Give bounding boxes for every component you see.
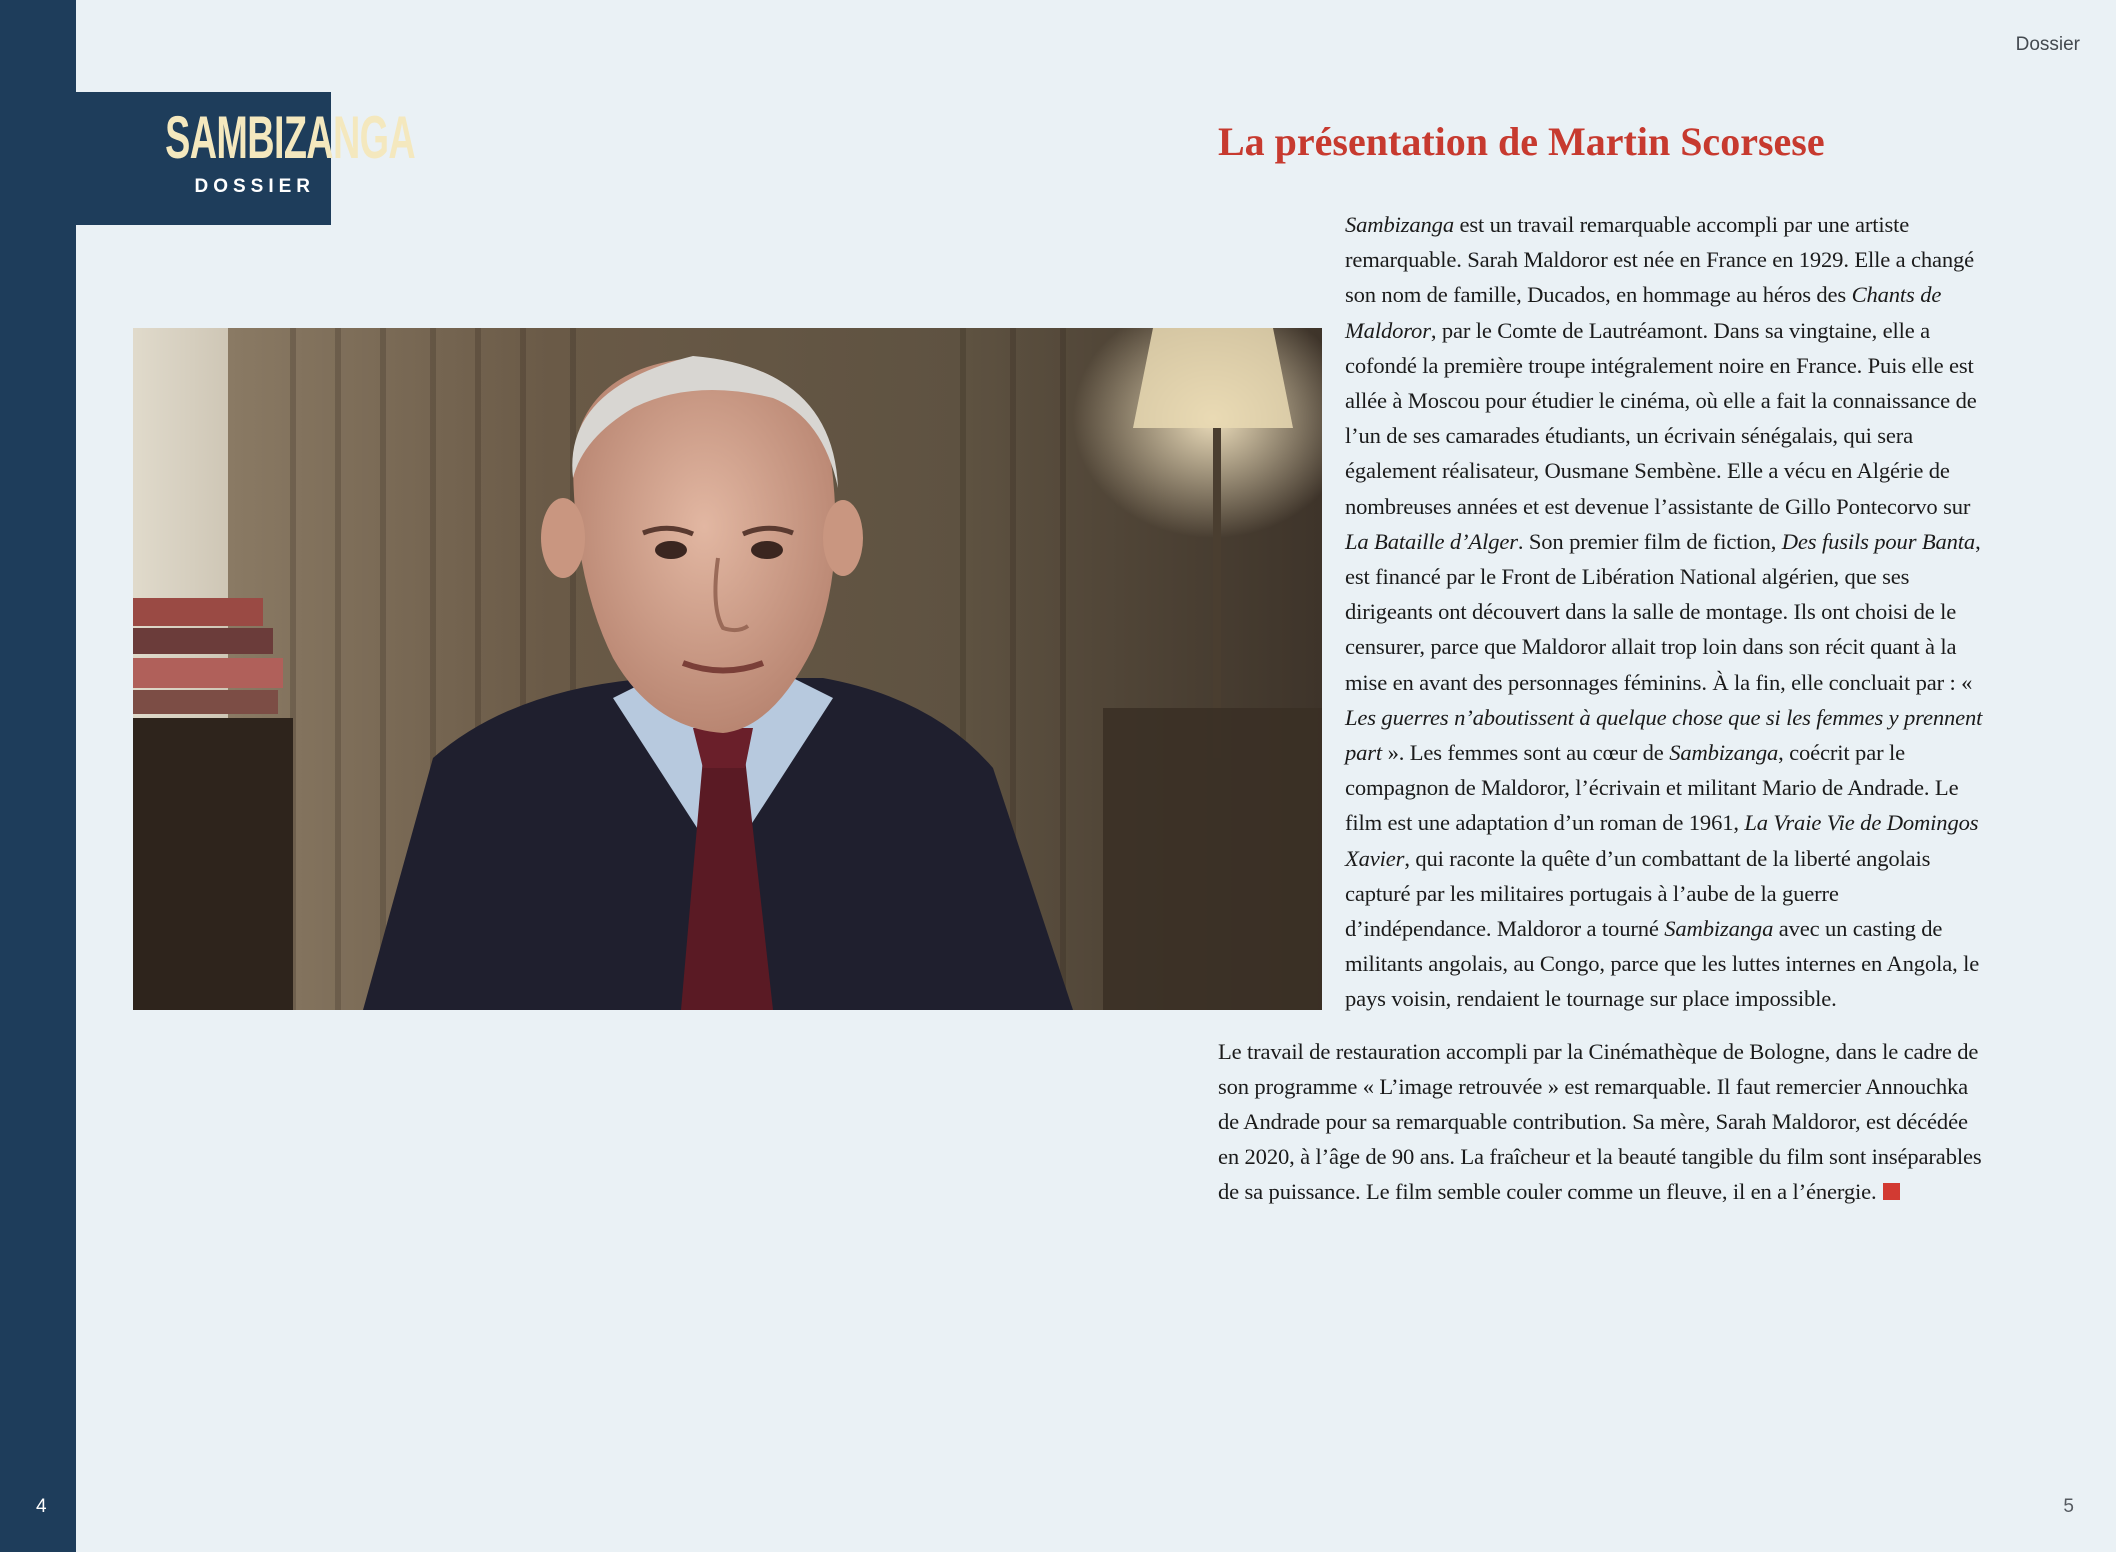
sambizanga-logo bbox=[76, 92, 416, 225]
text-span: , coécrit par le compagnon de Maldoror, l’écrivain et militant Mario de Andrade. Le film est une adaptation d’un roman de 1961, bbox=[1345, 740, 1959, 836]
article-title: La présentation de Martin Scorsese bbox=[1218, 119, 1825, 164]
paragraph-2 bbox=[1218, 1034, 1988, 1210]
text-span: est un travail remarquable accompli par une artiste remarquable. Sarah Maldoror est née en France en 1929. Elle a changé son nom de famille, Ducados, en hommage au héros des bbox=[1345, 212, 1975, 308]
text-span: . Son premier film de fiction, bbox=[1517, 528, 1782, 554]
text-span: avec un casting de militants angolais, au Congo, parce que les luttes internes en Angola, le pays voisin, rendaient le tournage sur place impossible. bbox=[1345, 916, 1980, 1012]
film-title-italic: Sambizanga bbox=[1664, 916, 1774, 942]
section-label: Dossier bbox=[2015, 34, 2080, 55]
text-span: ». Les femmes sont au cœur de bbox=[1382, 740, 1670, 766]
logo-title: SAMBIZANGA bbox=[165, 104, 416, 171]
image-wrap-spacer bbox=[1218, 303, 1345, 993]
quote-italic: Les guerres n’aboutissent à quelque chose que si les femmes y prennent part bbox=[1345, 704, 1983, 766]
text-span: , est financé par le Front de Libération National algérien, que ses dirigeants ont découvert dans la salle de montage. Ils ont choisi de le censurer, parce que Maldoror allait trop loin dans son récit quant à la mise en avant des personnages féminins. À la fin, elle concluait par : « bbox=[1345, 528, 1981, 695]
interview-photo bbox=[133, 328, 1322, 1010]
article-body bbox=[1218, 207, 1988, 1210]
book-title-italic: Chants de Maldoror bbox=[1345, 282, 1942, 343]
logo-subtitle: DOSSIER bbox=[194, 176, 315, 197]
film-title-italic: Des fusils pour Banta bbox=[1781, 528, 1976, 554]
end-of-article-mark bbox=[1883, 1183, 1900, 1200]
film-title-italic: La Bataille d’Alger bbox=[1345, 528, 1518, 554]
text-span: , par le Comte de Lautréamont. Dans sa vingtaine, elle a cofondé la première troupe intégralement noire en France. Puis elle est allée à Moscou pour étudier le cinéma, où elle a fait la connaissance de l’un de ses camarades étudiants, un écrivain sénégalais, qui sera également réalisateur, Ousmane Sembène. Elle a vécu en Algérie de nombreuses années et est devenue l’assistante de Gillo Pontecorvo sur bbox=[1345, 317, 1977, 519]
film-title-italic: Sambizanga bbox=[1345, 212, 1454, 237]
text-span: Le travail de restauration accompli par la Cinémathèque de Bologne, dans le cadre de son programme « L’image retrouvée » est remarquable. Il faut remercier Annouchka de Andrade pour sa remarquable contribution. Sa mère, Sarah Maldoror, est décédée en 2020, à l’âge de 90 ans. La fraîcheur et la beauté tangible du film sont inséparables de sa puissance. Le film semble couler comme un fleuve, il en a l’énergie. bbox=[1218, 1038, 1982, 1205]
book-title-italic: La Vraie Vie de Domingos Xavier bbox=[1345, 810, 1979, 871]
text-span: , qui raconte la quête d’un combattant de la liberté angolais capturé par les militaires portugais à l’aube de la guerre d’indépendance. Maldoror a tourné bbox=[1345, 845, 1931, 942]
page-number-right: 5 bbox=[2063, 1496, 2074, 1517]
page-number-left: 4 bbox=[36, 1496, 47, 1517]
film-title-italic: Sambizanga bbox=[1669, 740, 1779, 766]
article bbox=[1218, 117, 1988, 1227]
spine-bar bbox=[0, 0, 76, 1552]
